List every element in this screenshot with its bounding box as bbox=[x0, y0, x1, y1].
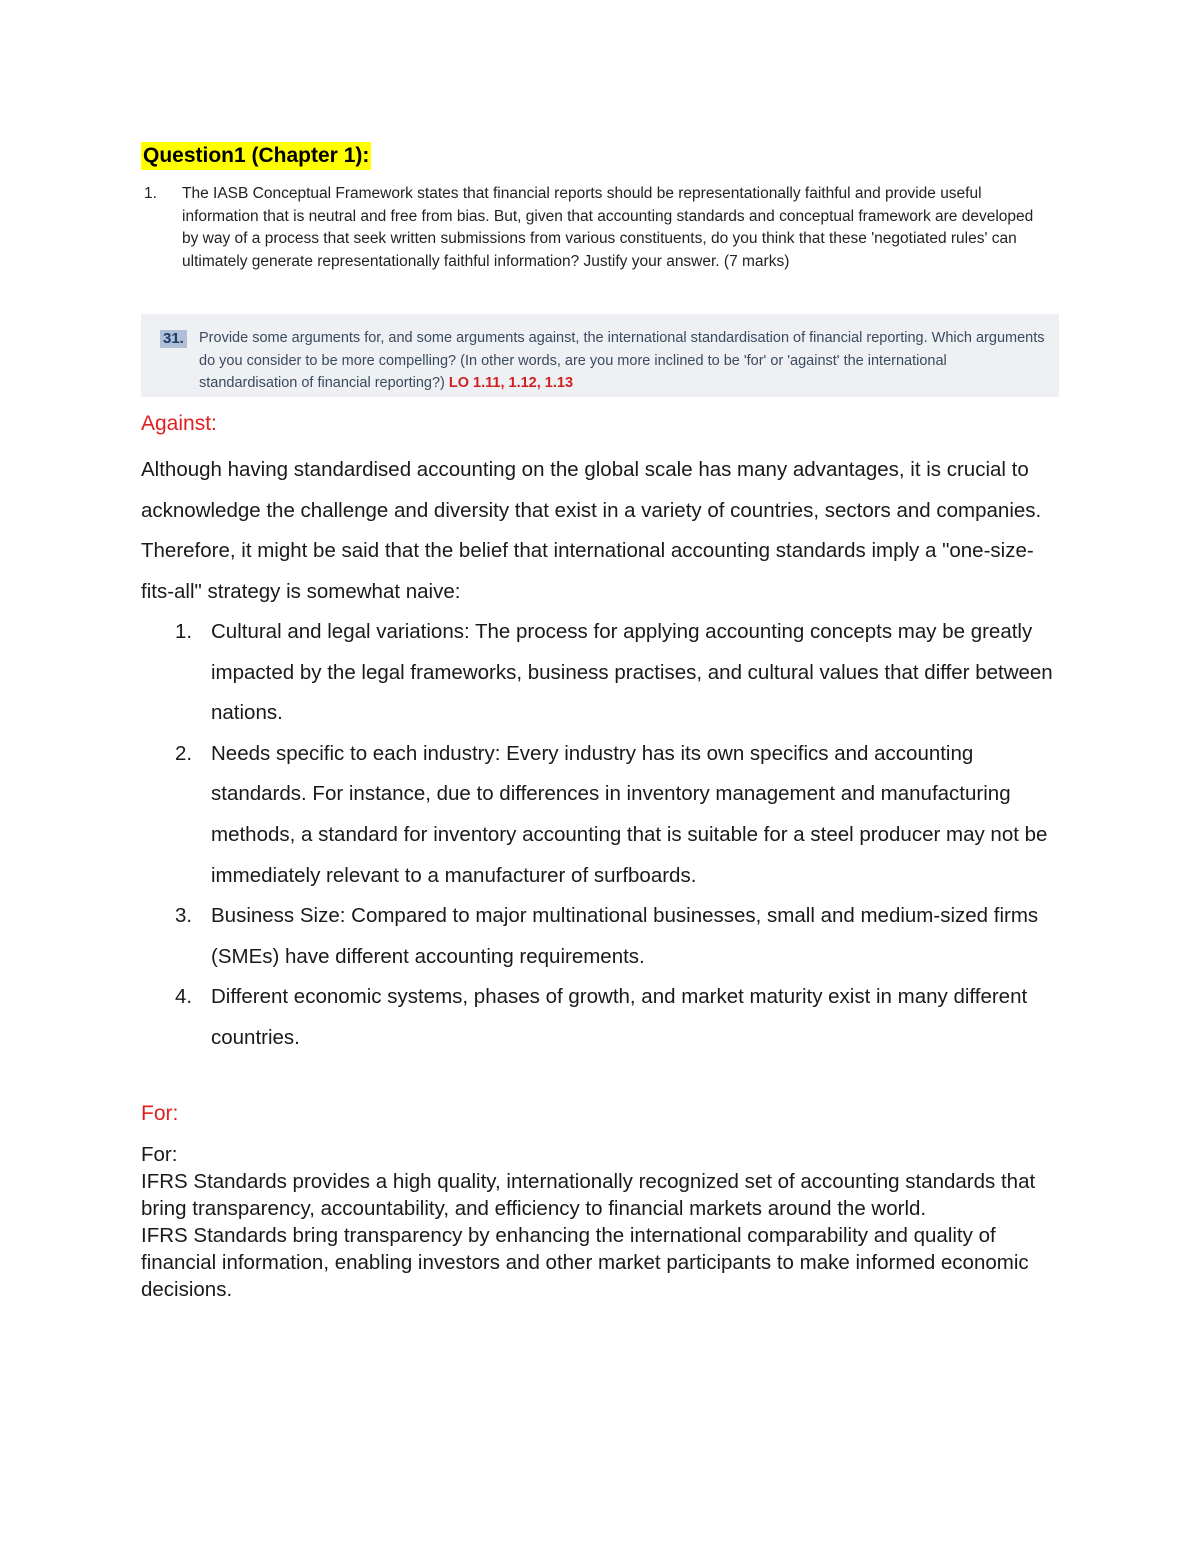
for-line: bring transparency, accountability, and efficiency to financial markets around the world. bbox=[141, 1197, 927, 1220]
question-31-text: Provide some arguments for, and some arguments against, the international standardisation of financial reporting. Which arguments do you consider to be more compelling? (In other words, are you more inclined to be 'for' or 'against' the international standardisation of financial reporting?) bbox=[199, 330, 1045, 391]
list-item-text: Needs specific to each industry: Every industry has its own specifics and accounting standards. For instance, due to differences in inventory management and manufacturing methods, a standard for inventory accounting that is suitable for a steel producer may not be immediately relevant to a manufacturer of surfboards. bbox=[211, 741, 1048, 887]
question-31-text-wrap bbox=[199, 327, 1049, 395]
list-item bbox=[141, 896, 1061, 977]
list-item-number: 4. bbox=[175, 985, 193, 1009]
for-label: For: bbox=[141, 1102, 179, 1125]
list-item bbox=[141, 977, 1061, 1058]
question-1-number: 1. bbox=[144, 185, 157, 202]
question-31-box bbox=[141, 314, 1059, 397]
question-31-number: 31. bbox=[160, 330, 187, 348]
for-line: For: bbox=[141, 1143, 178, 1166]
list-item-text: Different economic systems, phases of growth, and market maturity exist in many different countries. bbox=[211, 985, 1028, 1049]
list-item-text: Cultural and legal variations: The process for applying accounting concepts may be greatly impacted by the legal frameworks, business practises, and cultural values that differ between nations. bbox=[211, 620, 1053, 725]
against-intro: Although having standardised accounting on the global scale has many advantages, it is crucial to acknowledge the challenge and diversity that exist in a variety of countries, sectors and companies. Therefore, it might be said that the belief that international accounting standards imply a "one-size-fits-all" strategy is somewhat naive: bbox=[141, 458, 1042, 603]
against-list bbox=[141, 612, 1061, 1059]
list-item-number: 2. bbox=[175, 741, 193, 765]
list-item-text: Business Size: Compared to major multinational businesses, small and medium-sized firms (SMEs) have different accounting requirements. bbox=[211, 904, 1039, 968]
for-line: decisions. bbox=[141, 1278, 233, 1301]
list-item-number: 3. bbox=[175, 904, 193, 928]
for-line: IFRS Standards provides a high quality, internationally recognized set of accounting standards that bbox=[141, 1170, 1036, 1193]
list-item-number: 1. bbox=[175, 620, 193, 643]
list-item bbox=[141, 612, 1061, 734]
for-line: IFRS Standards bring transparency by enhancing the international comparability and quality of bbox=[141, 1224, 996, 1247]
for-text-block bbox=[141, 1141, 1061, 1303]
question-heading: Question1 (Chapter 1): bbox=[141, 142, 371, 170]
question-1-text: The IASB Conceptual Framework states that financial reports should be representationally faithful and provide useful information that is neutral and free from bias. But, given that accounting standards and conceptual framework are developed by way of a process that seek written submissions from various constituents, do you think that these 'negotiated rules' can ultimately generate representationally faithful information? Justify your answer. (7 marks) bbox=[182, 185, 1034, 270]
list-item bbox=[141, 734, 1061, 896]
for-line: financial information, enabling investors and other market participants to make informed economic bbox=[141, 1251, 1029, 1274]
against-label: Against: bbox=[141, 412, 217, 435]
learning-outcomes: LO 1.11, 1.12, 1.13 bbox=[448, 375, 574, 391]
